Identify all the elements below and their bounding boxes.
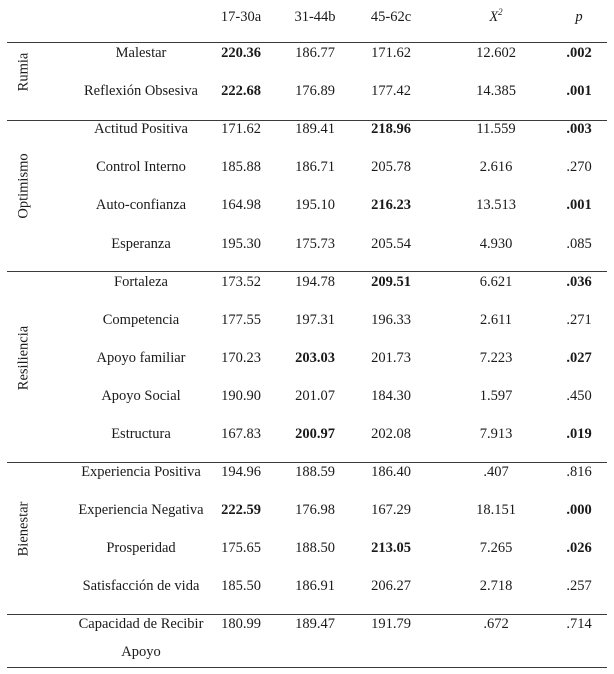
table-cell: 202.08 — [371, 426, 411, 442]
table-cell: 7.913 — [479, 426, 513, 442]
table-cell: 195.10 — [295, 197, 335, 214]
table-cell: .257 — [566, 578, 592, 595]
table-cell: 216.23 — [371, 197, 411, 214]
table-cell: .036 — [566, 273, 592, 290]
table-cell: 175.73 — [295, 235, 335, 252]
table-cell: 175.65 — [221, 540, 261, 557]
table-cell: 188.50 — [295, 540, 335, 557]
table-cell: 195.30 — [221, 235, 261, 252]
table-cell: 220.36 — [221, 45, 261, 61]
table-cell: .672 — [483, 616, 509, 632]
table-cell: 186.40 — [371, 464, 411, 481]
table-cell: .271 — [566, 311, 592, 328]
table-cell: 194.78 — [295, 273, 335, 290]
row-label: Control Interno — [96, 159, 186, 176]
top-rule — [7, 42, 607, 43]
table-cell: .450 — [566, 387, 592, 404]
row-label: Esperanza — [111, 235, 171, 252]
table-cell: 2.718 — [479, 578, 513, 595]
table-cell: 18.151 — [476, 502, 516, 519]
table-cell: 13.513 — [476, 197, 516, 214]
row-label: Apoyo familiar — [96, 349, 186, 366]
table-cell: 203.03 — [295, 349, 335, 366]
table-cell: 171.62 — [371, 45, 411, 61]
row-label-continuation: Apoyo — [121, 644, 161, 660]
table-cell: 184.30 — [371, 387, 411, 404]
table-cell: 12.602 — [476, 45, 516, 61]
table-cell: 213.05 — [371, 540, 411, 557]
table-cell: 189.41 — [295, 121, 335, 138]
table-cell: 201.07 — [295, 387, 335, 404]
table-cell: .714 — [566, 616, 592, 632]
table-cell: 6.621 — [479, 273, 513, 290]
table-cell: 180.99 — [221, 616, 261, 632]
table-cell: 164.98 — [221, 197, 261, 214]
table-cell: 194.96 — [221, 464, 261, 481]
table-cell: 2.616 — [479, 159, 513, 176]
table-cell: 167.29 — [371, 502, 411, 519]
table-cell: 186.91 — [295, 578, 335, 595]
row-label: Apoyo Social — [101, 387, 181, 404]
table-cell: 222.59 — [221, 502, 261, 519]
table-cell: 197.31 — [295, 311, 335, 328]
row-label: Actitud Positiva — [94, 121, 188, 138]
table-cell: 201.73 — [371, 349, 411, 366]
row-label: Experiencia Positiva — [81, 464, 201, 481]
col-header-45-62: 45-62c — [370, 9, 412, 25]
group-divider — [7, 462, 607, 463]
chi-superscript: 2 — [498, 7, 503, 18]
table-cell: 4.930 — [479, 235, 513, 252]
table-cell: .407 — [483, 464, 509, 481]
row-label: Malestar — [115, 45, 167, 61]
table-cell: .085 — [566, 235, 592, 252]
group-divider — [7, 120, 607, 121]
row-label: Satisfacción de vida — [82, 578, 200, 595]
table-cell: 205.54 — [371, 235, 411, 252]
table-cell: 2.611 — [479, 311, 513, 328]
row-label: Prosperidad — [106, 540, 176, 557]
table-cell: 176.89 — [295, 83, 335, 100]
table-cell: 7.223 — [479, 349, 513, 366]
table-cell: 176.98 — [295, 502, 335, 519]
row-label: Competencia — [102, 311, 180, 328]
table-cell: 177.42 — [371, 83, 411, 100]
table-cell: 186.71 — [295, 159, 335, 176]
table-cell: 11.559 — [476, 121, 516, 138]
table-cell: .001 — [566, 197, 592, 214]
table-cell: .000 — [566, 502, 592, 519]
chi-symbol: X — [489, 9, 499, 25]
table-cell: .816 — [566, 464, 592, 481]
table-cell: .019 — [566, 426, 592, 442]
table-cell: 167.83 — [221, 426, 261, 442]
col-header-chi-square — [489, 8, 502, 26]
row-label: Estructura — [111, 426, 171, 442]
table-cell: 171.62 — [221, 121, 261, 138]
table-cell: 7.265 — [479, 540, 513, 557]
row-label: Experiencia Negativa — [78, 502, 204, 519]
table-cell: 188.59 — [295, 464, 335, 481]
table-cell: 173.52 — [221, 273, 261, 290]
col-header-31-44: 31-44b — [294, 9, 336, 25]
table-cell: .026 — [566, 540, 592, 557]
table-cell: 185.88 — [221, 159, 261, 176]
bottom-rule — [7, 667, 607, 668]
table-cell: 1.597 — [479, 387, 513, 404]
table-cell: 200.97 — [295, 426, 335, 442]
table-cell: 196.33 — [371, 311, 411, 328]
table-cell: 14.385 — [476, 83, 516, 100]
group-label: Rumia — [15, 52, 32, 92]
row-label: Fortaleza — [114, 273, 168, 290]
table-cell: 170.23 — [221, 349, 261, 366]
row-label: Auto-confianza — [95, 197, 187, 214]
group-label: Optimismo — [15, 153, 32, 219]
group-label: Bienestar — [15, 501, 32, 557]
row-label: Capacidad de Recibir — [78, 616, 204, 632]
table-cell: .270 — [566, 159, 592, 176]
table-cell: 190.90 — [221, 387, 261, 404]
table-cell: 205.78 — [371, 159, 411, 176]
table-cell: 206.27 — [371, 578, 411, 595]
table-cell: 218.96 — [371, 121, 411, 138]
row-label: Reflexión Obsesiva — [84, 83, 198, 100]
table-cell: 191.79 — [371, 616, 411, 632]
table-cell: .003 — [566, 121, 592, 138]
col-header-p: p — [575, 9, 583, 25]
table-cell: 177.55 — [221, 311, 261, 328]
group-divider — [7, 271, 607, 272]
table-cell: 186.77 — [295, 45, 335, 61]
table-cell: 222.68 — [221, 83, 261, 100]
table-cell: 189.47 — [295, 616, 335, 632]
table-cell: 209.51 — [371, 273, 411, 290]
table-cell: .001 — [566, 83, 592, 100]
table-cell: .002 — [566, 45, 592, 61]
group-label: Resiliencia — [15, 325, 32, 391]
col-header-17-30: 17-30a — [220, 9, 262, 25]
table-cell: 185.50 — [221, 578, 261, 595]
table-cell: .027 — [566, 349, 592, 366]
